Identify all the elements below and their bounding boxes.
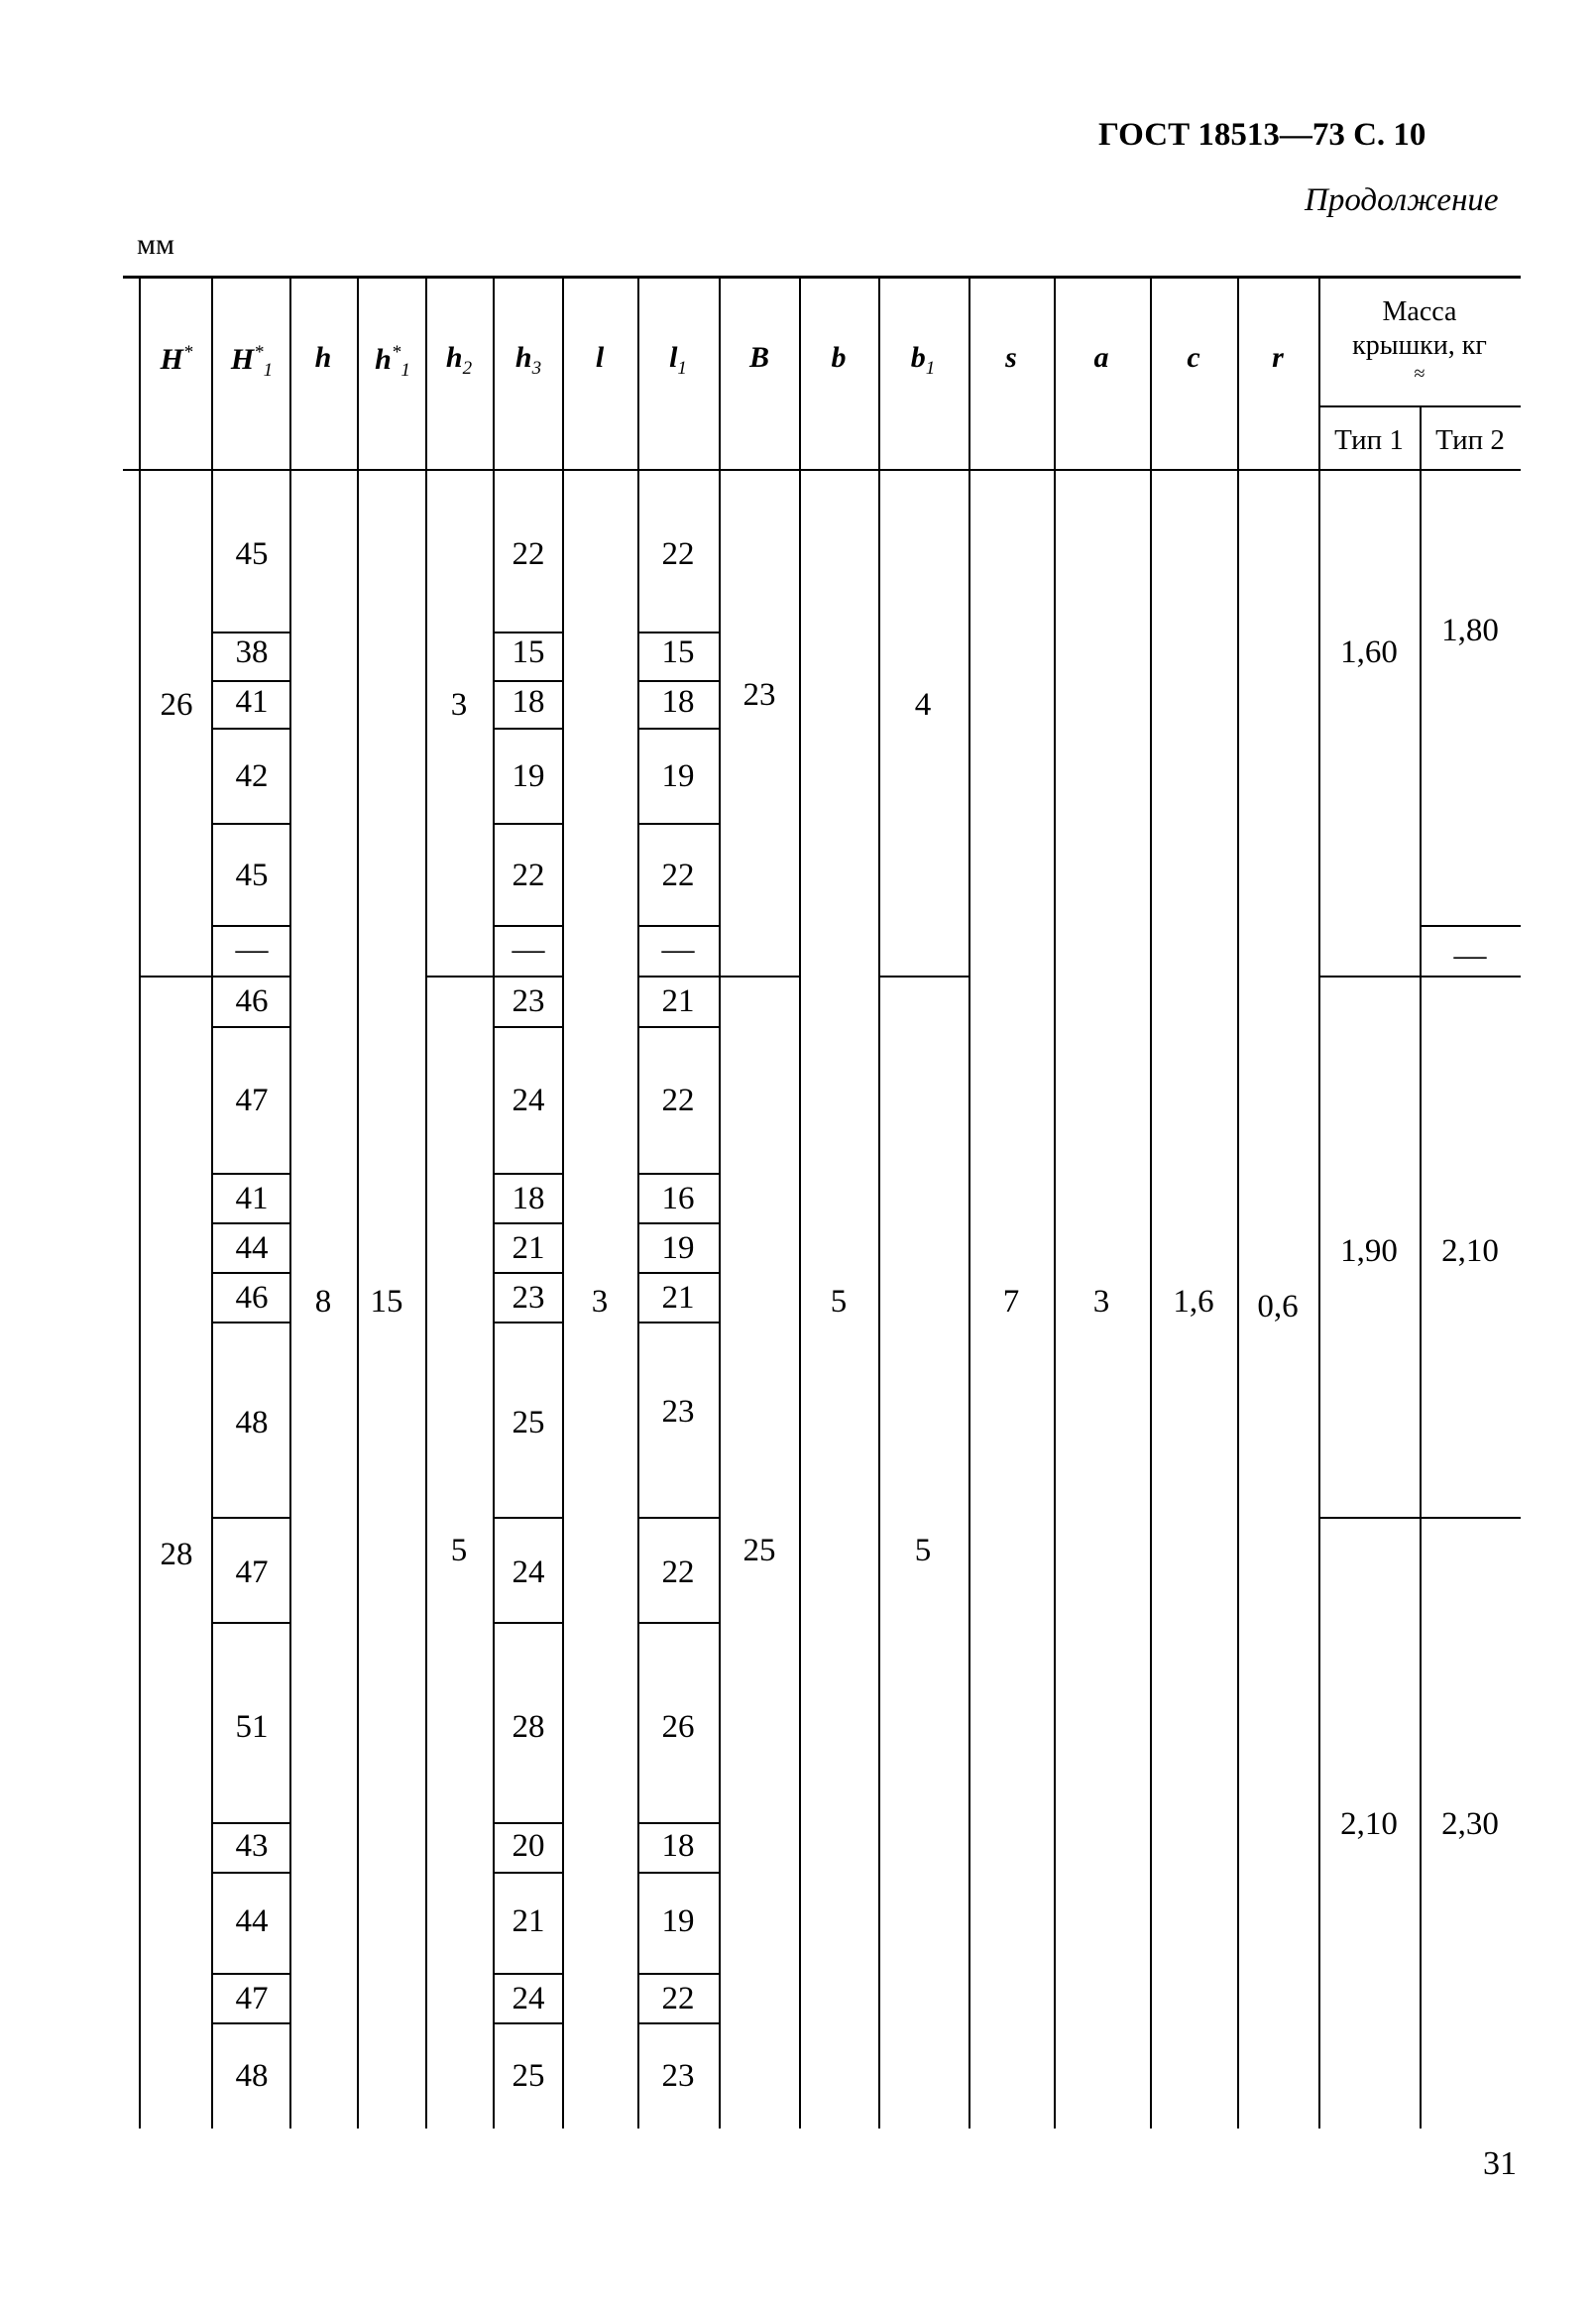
col-divider: [425, 278, 427, 2128]
col-header-b1: $b_1$: [910, 341, 936, 379]
cell-B: 23: [742, 677, 776, 713]
cell-mass-type2: 2,10: [1441, 1233, 1499, 1269]
col-divider: [719, 278, 721, 2128]
col-divider: [1150, 278, 1152, 2128]
cell-c: 1,6: [1173, 1284, 1214, 1320]
cell-H1: 45: [235, 858, 269, 893]
cell-H1: 51: [235, 1709, 269, 1745]
col-divider: [139, 278, 141, 2128]
col-header-h: h: [314, 341, 332, 374]
cell-mass-type1: 2,10: [1340, 1806, 1398, 1842]
cell-l1: 22: [661, 858, 695, 893]
cell-l1: 22: [661, 536, 695, 572]
cell-l1: 19: [661, 758, 695, 794]
cell-h3: 23: [512, 983, 545, 1019]
col-header-l1: $l_1$: [669, 341, 687, 379]
cell-h3: 22: [512, 536, 545, 572]
col-header-h1: $h^*_1$: [375, 342, 410, 381]
cell-h3: 20: [512, 1828, 545, 1864]
cell-l1: 16: [661, 1181, 695, 1216]
cell-l1: 21: [661, 1280, 695, 1316]
cell-H1: 41: [235, 1181, 269, 1216]
cell-h3: 19: [512, 758, 545, 794]
page-number: 31: [1483, 2145, 1517, 2182]
cell-H1: 46: [235, 983, 269, 1019]
cell-h3: 15: [512, 634, 545, 670]
cell-H1: 47: [235, 1981, 269, 2016]
col-header-r: r: [1272, 341, 1284, 374]
col-divider: [1318, 278, 1320, 2128]
col-header-c: c: [1187, 341, 1200, 374]
cell-H: 28: [160, 1537, 193, 1572]
group-rule-b1: [878, 976, 969, 978]
cell-h3: 23: [512, 1280, 545, 1316]
col-header-type2: Тип 2: [1435, 424, 1505, 456]
cell-mass-type2: —: [1453, 938, 1487, 974]
cell-H1: 45: [235, 536, 269, 572]
mass-header: Масса крышки, кг ≈: [1352, 296, 1487, 386]
cell-h3: 21: [512, 1903, 545, 1939]
col-divider: [1237, 278, 1239, 2128]
cell-h: 8: [314, 1284, 332, 1320]
cell-r: 0,6: [1257, 1289, 1299, 1324]
col-divider: [211, 278, 213, 2128]
group-rule-mass-2: [1318, 1517, 1521, 1519]
col-divider: [878, 278, 880, 2128]
cell-mass-type1: 1,90: [1340, 1233, 1398, 1269]
cell-l1: 22: [661, 1981, 695, 2016]
cell-a: 3: [1092, 1284, 1110, 1320]
col-header-H: H*: [160, 342, 193, 376]
cell-h3: 24: [512, 1554, 545, 1590]
cell-l1: 26: [661, 1709, 695, 1745]
continuation-label: Продолжение: [1305, 182, 1499, 218]
cell-H1: 44: [235, 1903, 269, 1939]
group-rule-B: [719, 976, 801, 978]
cell-b: 5: [830, 1284, 848, 1320]
cell-b1: 4: [914, 687, 932, 723]
cell-l1: 22: [661, 1083, 695, 1118]
group-rule-mass-t2: [1420, 925, 1521, 927]
col-divider: [289, 278, 291, 2128]
col-divider: [969, 278, 970, 2128]
col-header-B: B: [748, 341, 770, 374]
col-divider: [1420, 405, 1422, 2128]
table-top-rule: [123, 276, 1521, 279]
cell-H1: —: [235, 932, 269, 968]
cell-l1: 22: [661, 1554, 695, 1590]
col-header-s: s: [1005, 341, 1017, 374]
cell-l1: 15: [661, 634, 695, 670]
cell-l1: 18: [661, 684, 695, 720]
cell-h3: 22: [512, 858, 545, 893]
cell-h2: 5: [450, 1533, 468, 1568]
group-rule-mass: [1318, 976, 1521, 978]
cell-l1: 18: [661, 1828, 695, 1864]
cell-l: 3: [591, 1284, 609, 1320]
cell-H1: 44: [235, 1230, 269, 1266]
header-bottom-rule: [123, 469, 1521, 471]
cell-h3: 18: [512, 684, 545, 720]
cell-H1: 43: [235, 1828, 269, 1864]
col-divider: [637, 278, 639, 2128]
cell-b1: 5: [914, 1533, 932, 1568]
cell-h3: 21: [512, 1230, 545, 1266]
cell-mass-type2: 1,80: [1441, 613, 1499, 648]
cell-H1: 38: [235, 634, 269, 670]
group-rule-h2: [425, 976, 495, 978]
col-divider: [357, 278, 359, 2128]
col-header-a: a: [1093, 341, 1109, 374]
cell-H1: 42: [235, 758, 269, 794]
cell-h3: 18: [512, 1181, 545, 1216]
cell-l1: 21: [661, 983, 695, 1019]
cell-h2: 3: [450, 687, 468, 723]
cell-h3: 25: [512, 1405, 545, 1440]
col-header-h2: $h_2$: [445, 341, 473, 379]
col-header-h3: $h_3$: [514, 341, 542, 379]
cell-H: 26: [160, 687, 193, 723]
col-header-type1: Тип 1: [1334, 424, 1404, 456]
cell-mass-type1: 1,60: [1340, 634, 1398, 670]
cell-h3: 28: [512, 1709, 545, 1745]
cell-H1: 46: [235, 1280, 269, 1316]
col-header-b: b: [831, 341, 847, 374]
units-label: мм: [137, 228, 174, 261]
group-rule-H: [140, 976, 213, 978]
col-divider: [493, 278, 495, 2128]
cell-H1: 41: [235, 684, 269, 720]
cell-H1: 48: [235, 2058, 269, 2094]
cell-l1: —: [661, 932, 695, 968]
cell-B: 25: [742, 1533, 776, 1568]
cell-l1: 23: [661, 2058, 695, 2094]
cell-h1: 15: [370, 1284, 403, 1320]
cell-l1: 19: [661, 1230, 695, 1266]
cell-h3: 24: [512, 1083, 545, 1118]
col-divider: [1054, 278, 1056, 2128]
cell-s: 7: [1002, 1284, 1020, 1320]
document-title: ГОСТ 18513—73 С. 10: [1098, 117, 1426, 153]
cell-H1: 47: [235, 1083, 269, 1118]
col-header-H1: $H^*_1$: [230, 342, 274, 381]
cell-H1: 47: [235, 1554, 269, 1590]
cell-h3: —: [512, 932, 545, 968]
cell-l1: 19: [661, 1903, 695, 1939]
cell-mass-type2: 2,30: [1441, 1806, 1499, 1842]
cell-H1: 48: [235, 1405, 269, 1440]
cell-h3: 24: [512, 1981, 545, 2016]
col-header-l: l: [595, 341, 605, 374]
col-divider: [799, 278, 801, 2128]
cell-h3: 25: [512, 2058, 545, 2094]
col-divider: [562, 278, 564, 2128]
cell-l1: 23: [661, 1394, 695, 1430]
